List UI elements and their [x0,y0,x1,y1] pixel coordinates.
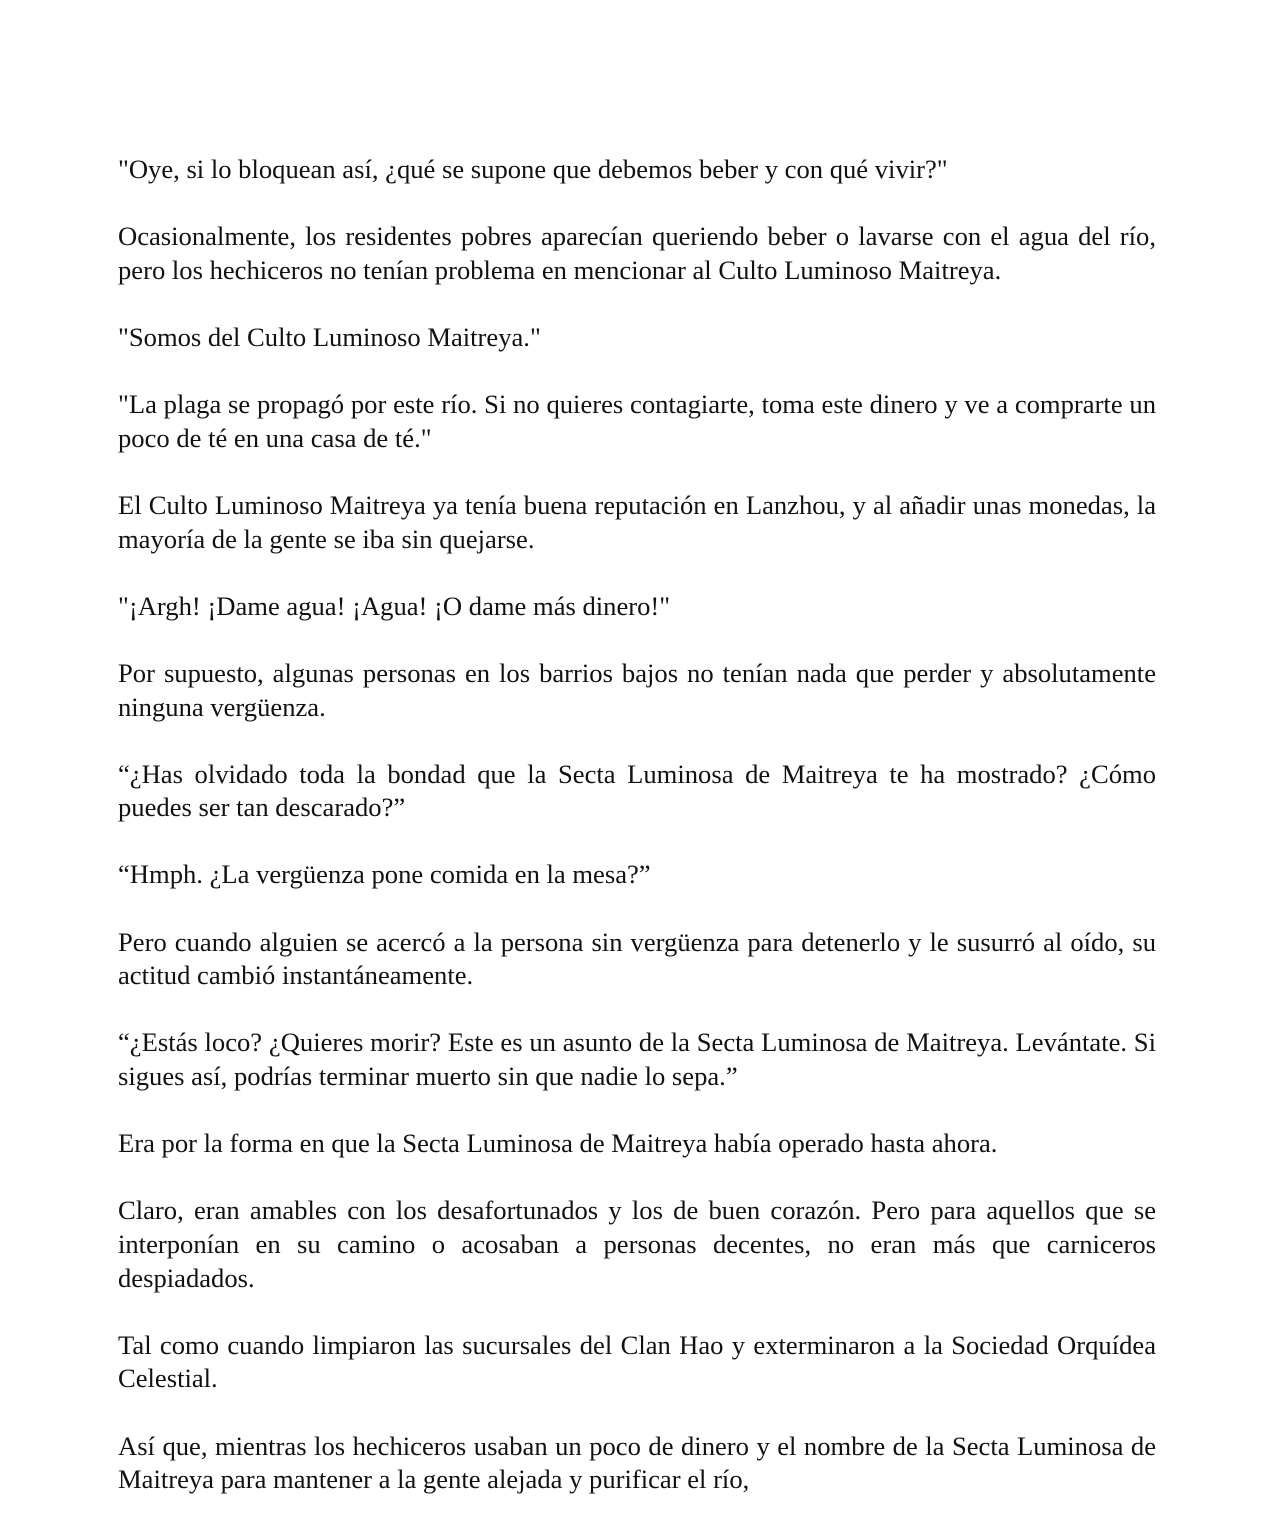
paragraph: Así que, mientras los hechiceros usaban un poco de dinero y el nombre de la Secta Luminosa de Maitreya para mantener a la gente alejada y purificar el río, [118,1430,1156,1495]
paragraph: "Oye, si lo bloquean así, ¿qué se supone que debemos beber y con qué vivir?" [118,154,948,184]
paragraph: Pero cuando alguien se acercó a la persona sin vergüenza para detenerlo y le susurró al oído, su actitud cambió instantáneamente. [118,926,1156,991]
document-body [118,153,1156,1515]
paragraph: El Culto Luminoso Maitreya ya tenía buena reputación en Lanzhou, y al añadir unas monedas, la mayoría de la gente se iba sin quejarse. [118,489,1156,554]
paragraph: "Somos del Culto Luminoso Maitreya." [118,321,541,352]
paragraph: Ocasionalmente, los residentes pobres aparecían queriendo beber o lavarse con el agua del río, pero los hechiceros no tenían problema en mencionar al Culto Luminoso Maitreya. [118,221,1156,285]
paragraph: “¿Estás loco? ¿Quieres morir? Este es un asunto de la Secta Luminosa de Maitreya. Levántate. Si sigues así, podrías terminar muerto sin que nadie lo sepa.” [118,1027,1156,1092]
paragraph: Por supuesto, algunas personas en los barrios bajos no tenían nada que perder y absolutamente ninguna vergüenza. [118,657,1156,722]
paragraph: “Hmph. ¿La vergüenza pone comida en la mesa?” [118,859,651,890]
paragraph: "¡Argh! ¡Dame agua! ¡Agua! ¡O dame más dinero!" [118,590,671,621]
paragraph: Claro, eran amables con los desafortunados y los de buen corazón. Pero para aquellos que se interponían en su camino o acosaban a personas decentes, no eran más que carniceros despiadados. [118,1195,1156,1293]
paragraph: “¿Has olvidado toda la bondad que la Secta Luminosa de Maitreya te ha mostrado? ¿Cómo puedes ser tan descarado?” [118,758,1156,823]
paragraph: Era por la forma en que la Secta Luminosa de Maitreya había operado hasta ahora. [118,1128,998,1159]
paragraph: Tal como cuando limpiaron las sucursales del Clan Hao y exterminaron a la Sociedad Orquídea Celestial. [118,1329,1156,1394]
paragraph: "La plaga se propagó por este río. Si no quieres contagiarte, toma este dinero y ve a comprarte un poco de té en una casa de té." [118,389,1156,453]
